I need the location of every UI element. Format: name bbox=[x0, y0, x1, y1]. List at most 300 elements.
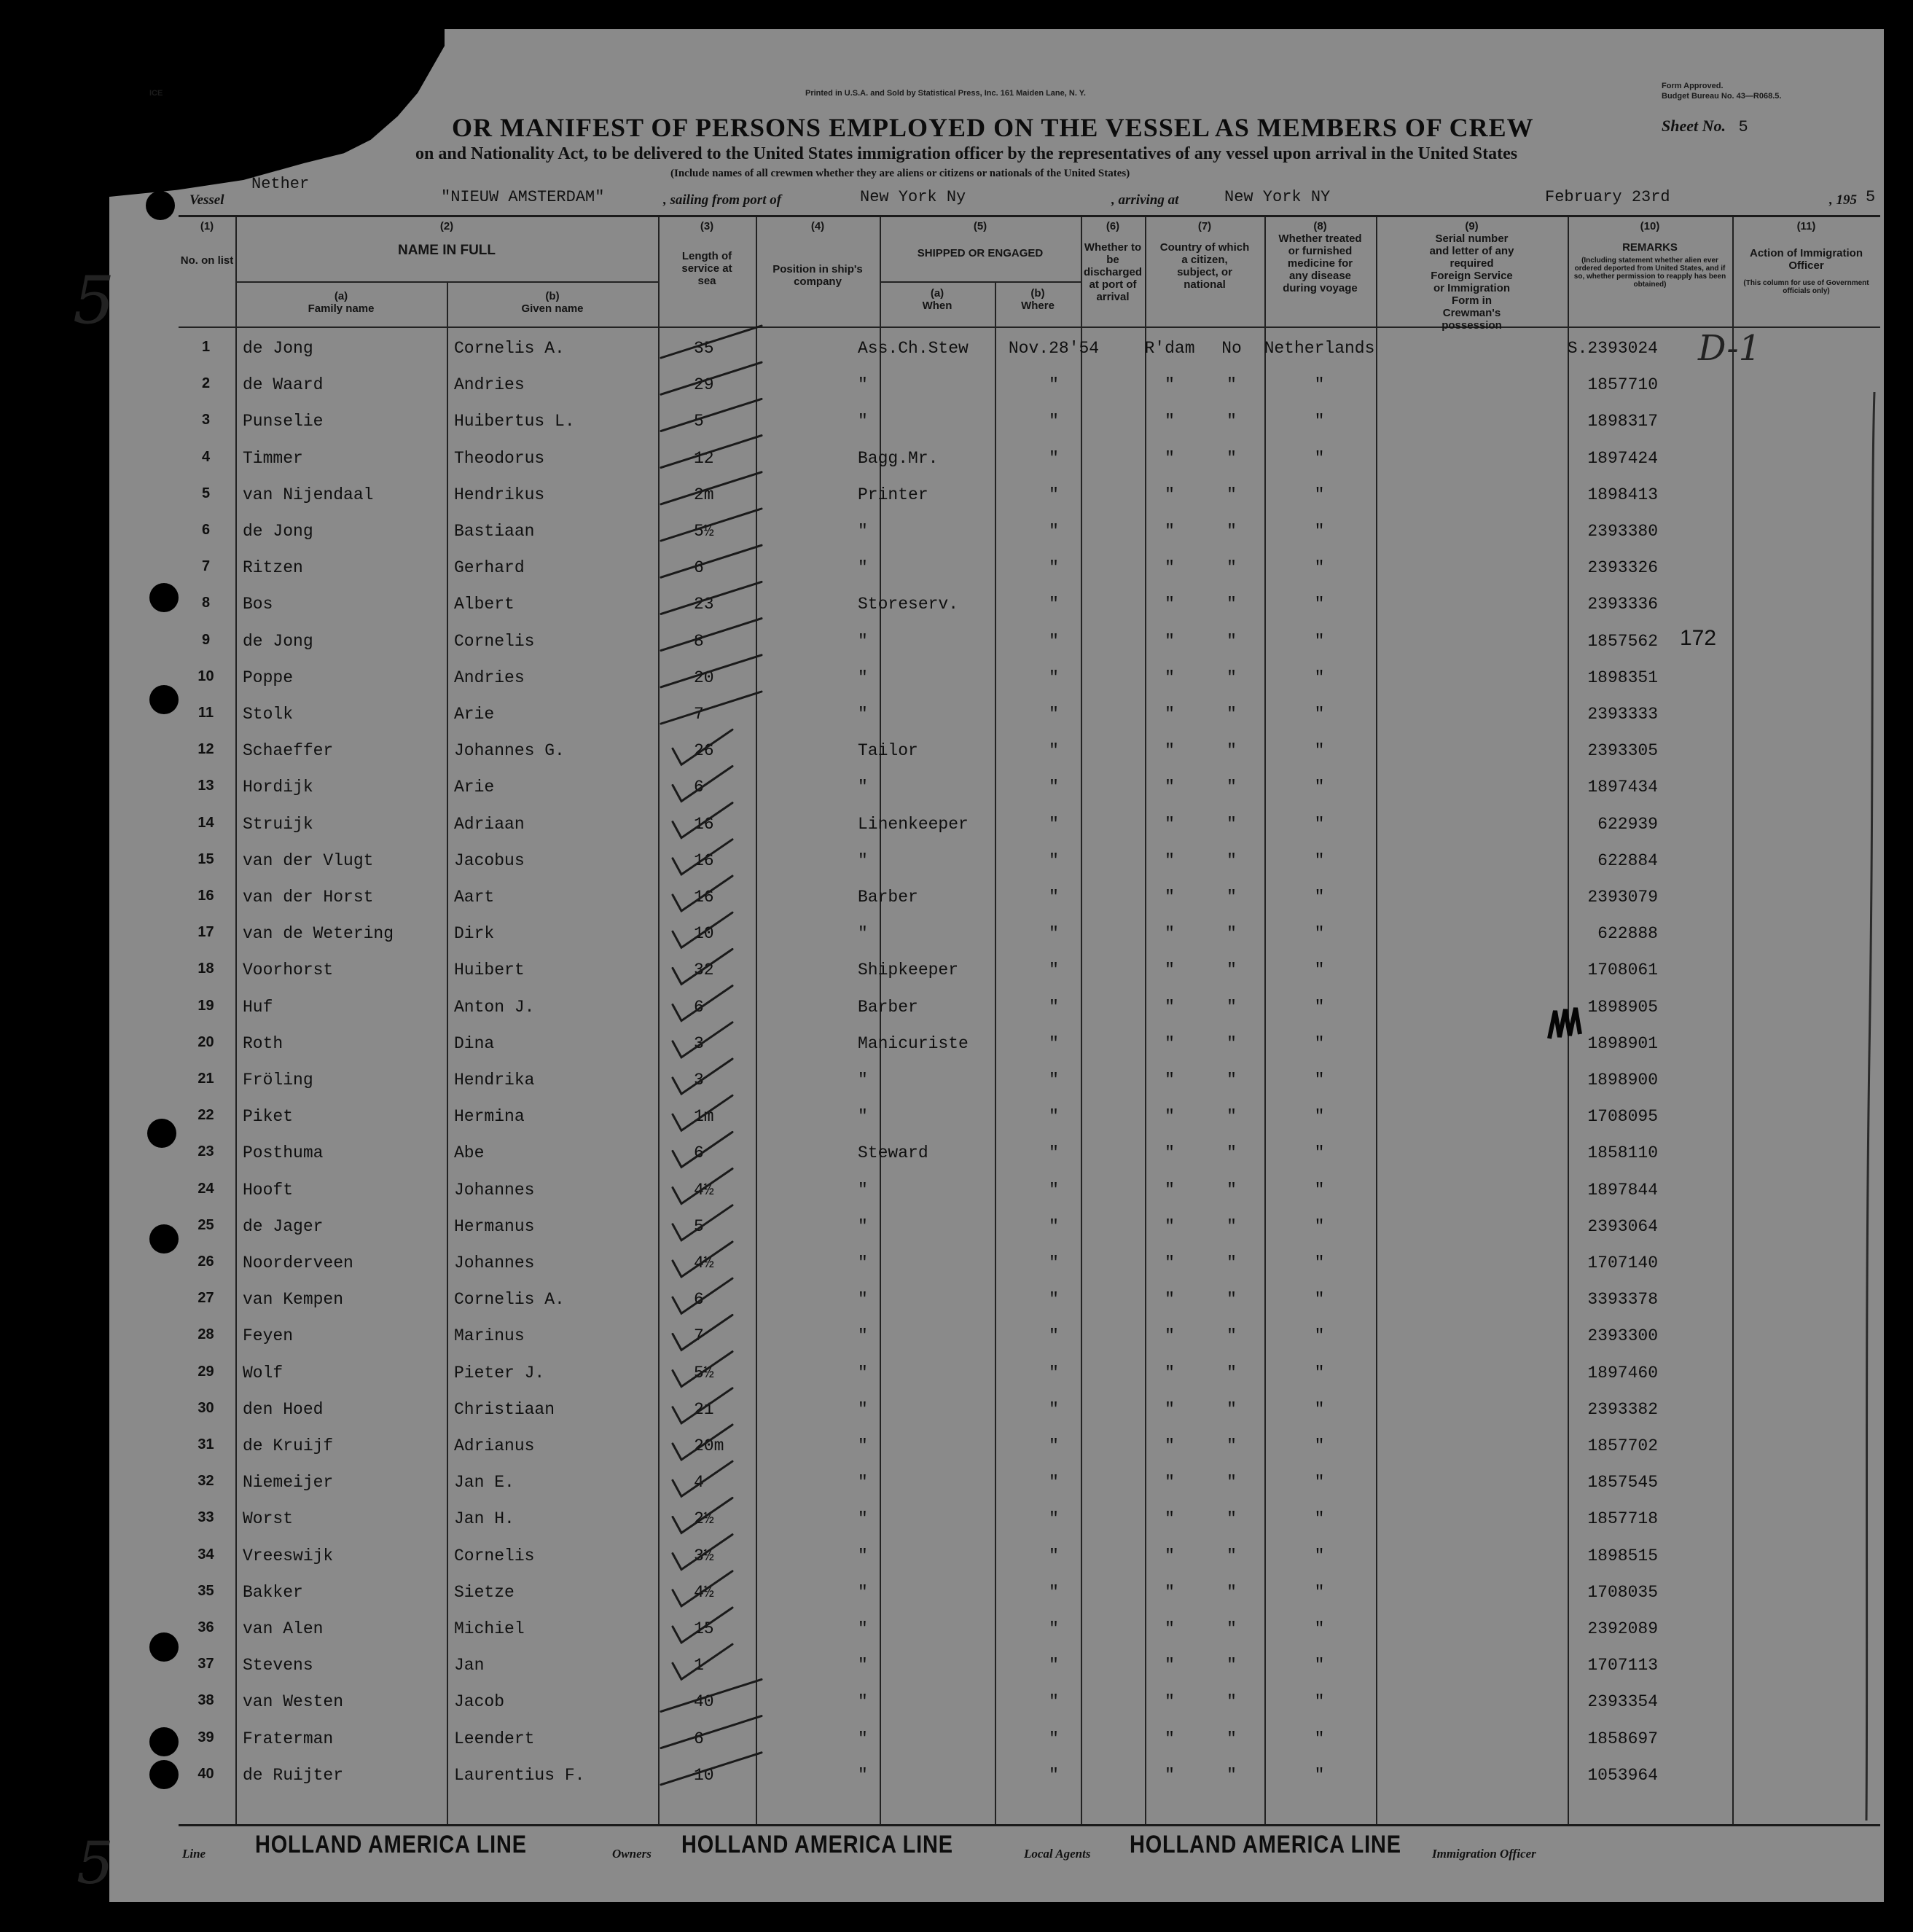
line-label: Line bbox=[182, 1847, 206, 1861]
row-number: 15 bbox=[197, 850, 214, 867]
position: " bbox=[858, 1656, 868, 1675]
discharged: " bbox=[1227, 850, 1237, 870]
table-row bbox=[179, 440, 1880, 477]
col8-label: Whether treated or furnished medicine for any disease during voyage bbox=[1278, 232, 1362, 294]
position: Printer bbox=[858, 485, 928, 504]
discharged: " bbox=[1227, 1180, 1237, 1200]
discharged: " bbox=[1227, 1729, 1237, 1748]
serial-number: 1898515 bbox=[1587, 1546, 1658, 1565]
discharged: " bbox=[1227, 448, 1237, 468]
position: " bbox=[858, 1363, 868, 1382]
table-row bbox=[179, 1281, 1880, 1318]
shipped-where: " bbox=[1165, 850, 1175, 870]
table-row bbox=[179, 806, 1880, 842]
shipped-where: " bbox=[1165, 1509, 1175, 1529]
family-name: van der Horst bbox=[243, 888, 374, 907]
shipped-when: " bbox=[1049, 1582, 1059, 1602]
country: " bbox=[1314, 1656, 1325, 1675]
length-of-service: 5 bbox=[694, 412, 704, 431]
family-name: Noorderveen bbox=[243, 1254, 353, 1272]
sheet-number-label: Sheet No. bbox=[1662, 117, 1726, 135]
shipped-when: " bbox=[1049, 375, 1059, 395]
discharged: " bbox=[1227, 412, 1237, 431]
shipped-when: " bbox=[1049, 1363, 1059, 1382]
given-name: Arie bbox=[454, 705, 495, 724]
given-name: Jan bbox=[454, 1656, 485, 1675]
col11-note: (This column for use of Government officials only) bbox=[1743, 279, 1869, 295]
row-number: 25 bbox=[197, 1216, 214, 1233]
serial-number: 2393326 bbox=[1587, 558, 1658, 578]
serial-number: 2393300 bbox=[1587, 1326, 1658, 1346]
row-number: 31 bbox=[197, 1436, 214, 1452]
position: Barber bbox=[858, 888, 918, 907]
shipped-when: " bbox=[1049, 1107, 1059, 1127]
shipped-when: " bbox=[1049, 1509, 1059, 1529]
discharged: " bbox=[1227, 1399, 1237, 1419]
shipped-when: " bbox=[1049, 668, 1059, 687]
discharged: " bbox=[1227, 522, 1237, 541]
length-of-service: 26 bbox=[694, 741, 714, 761]
row-number: 11 bbox=[197, 705, 214, 721]
header-divider bbox=[179, 326, 1880, 328]
shipped-when: " bbox=[1049, 1254, 1059, 1272]
family-name: Poppe bbox=[243, 668, 294, 687]
length-of-service: 4½ bbox=[694, 1254, 714, 1272]
country: " bbox=[1314, 558, 1325, 578]
family-name: van Westen bbox=[243, 1692, 344, 1712]
position: " bbox=[858, 1180, 868, 1200]
serial-number: 1897434 bbox=[1587, 778, 1658, 797]
table-row bbox=[179, 477, 1880, 513]
discharged: " bbox=[1227, 997, 1237, 1017]
length-of-service: 5½ bbox=[694, 522, 714, 541]
form-fragment: ICE bbox=[149, 89, 163, 98]
position: " bbox=[858, 1254, 868, 1272]
given-name: Andries bbox=[454, 668, 525, 687]
shipped-where: " bbox=[1165, 1436, 1175, 1455]
given-name: Cornelis bbox=[454, 1546, 535, 1565]
col10-header bbox=[1568, 220, 1732, 289]
position: Tailor bbox=[858, 741, 918, 761]
table-row bbox=[179, 1721, 1880, 1757]
sheet-number-value: 5 bbox=[1738, 118, 1748, 136]
row-number: 23 bbox=[197, 1143, 214, 1160]
shipped-when: " bbox=[1049, 741, 1059, 761]
country: " bbox=[1314, 1326, 1325, 1346]
country: " bbox=[1314, 448, 1325, 468]
shipped-where: " bbox=[1165, 1216, 1175, 1236]
shipped-subheader-divider bbox=[880, 281, 1081, 283]
serial-number: 2393336 bbox=[1587, 595, 1658, 614]
serial-number: 1898905 bbox=[1587, 997, 1658, 1017]
discharged: " bbox=[1227, 485, 1237, 504]
country: " bbox=[1314, 595, 1325, 614]
length-of-service: 3 bbox=[694, 1071, 704, 1090]
shipped-where: " bbox=[1165, 1254, 1175, 1272]
given-name: Johannes G. bbox=[454, 741, 565, 761]
country: " bbox=[1314, 668, 1325, 687]
row-number: 32 bbox=[197, 1473, 214, 1490]
table-row bbox=[179, 403, 1880, 439]
table-row bbox=[179, 586, 1880, 622]
discharged: " bbox=[1227, 924, 1237, 944]
table-row bbox=[179, 915, 1880, 952]
family-name: Voorhorst bbox=[243, 961, 334, 980]
given-name: Michiel bbox=[454, 1619, 525, 1638]
discharged: " bbox=[1227, 1546, 1237, 1565]
action-mark: D-1 bbox=[1698, 328, 1761, 369]
country: " bbox=[1314, 1033, 1325, 1053]
given-name: Arie bbox=[454, 778, 495, 797]
row-number: 33 bbox=[197, 1509, 214, 1526]
table-row bbox=[179, 842, 1880, 879]
serial-number: 3393378 bbox=[1587, 1290, 1658, 1310]
col5-label: SHIPPED OR ENGAGED bbox=[917, 247, 1044, 259]
row-number: 38 bbox=[197, 1692, 214, 1709]
country: Netherlands bbox=[1264, 339, 1375, 358]
country: " bbox=[1314, 814, 1325, 834]
discharged: " bbox=[1227, 888, 1237, 907]
col10-number: (10) bbox=[1640, 220, 1660, 232]
family-name: den Hoed bbox=[243, 1399, 324, 1419]
discharged: " bbox=[1227, 595, 1237, 614]
row-number: 13 bbox=[197, 778, 214, 794]
given-name: Hermanus bbox=[454, 1216, 535, 1236]
position: Storeserv. bbox=[858, 595, 959, 614]
given-name: Jacobus bbox=[454, 850, 525, 870]
punch-hole bbox=[149, 1727, 179, 1756]
subtitle: on and Nationality Act, to be delivered to the United States immigration officer by the representatives of any vessel upon arrival in the United States bbox=[415, 144, 1518, 163]
family-name: de Jong bbox=[243, 522, 313, 541]
position: Ass.Ch.Stew bbox=[858, 339, 969, 358]
serial-number: 1708061 bbox=[1587, 961, 1658, 980]
shipped-when: " bbox=[1049, 961, 1059, 980]
form-approved: Form Approved. bbox=[1662, 82, 1724, 90]
country: " bbox=[1314, 741, 1325, 761]
country: " bbox=[1314, 850, 1325, 870]
given-name: Anton J. bbox=[454, 997, 535, 1017]
vessel-name: "NIEUW AMSTERDAM" bbox=[441, 188, 605, 206]
col3-header bbox=[658, 220, 756, 287]
col5a-label: When bbox=[922, 300, 952, 312]
table-row bbox=[179, 1245, 1880, 1281]
position: " bbox=[858, 1619, 868, 1638]
serial-number: 1858110 bbox=[1587, 1143, 1658, 1163]
col9-number: (9) bbox=[1465, 220, 1479, 232]
family-name: Roth bbox=[243, 1033, 283, 1053]
year-digit: 5 bbox=[1866, 188, 1876, 206]
shipped-when: " bbox=[1049, 1692, 1059, 1712]
shipped-where: " bbox=[1165, 375, 1175, 395]
table-row bbox=[179, 660, 1880, 696]
col4-label: Position in ship's company bbox=[772, 263, 863, 288]
family-name: van der Vlugt bbox=[243, 850, 374, 870]
serial-number: 2392089 bbox=[1587, 1619, 1658, 1638]
punch-hole bbox=[149, 1632, 179, 1662]
bottom-margin-number: 5 bbox=[77, 1829, 114, 1897]
shipped-where: " bbox=[1165, 1692, 1175, 1712]
serial-number: 1898901 bbox=[1587, 1033, 1658, 1053]
col6-label: Whether to be discharged at port of arrival bbox=[1084, 241, 1143, 303]
given-name: Jacob bbox=[454, 1692, 505, 1712]
serial-number: 622939 bbox=[1597, 814, 1658, 834]
shipped-where: " bbox=[1165, 997, 1175, 1017]
table-row bbox=[179, 989, 1880, 1025]
row-number: 34 bbox=[197, 1546, 214, 1563]
punch-hole bbox=[149, 1760, 179, 1789]
length-of-service: 4½ bbox=[694, 1180, 714, 1200]
family-name: Stevens bbox=[243, 1656, 313, 1675]
country: " bbox=[1314, 888, 1325, 907]
shipped-when: " bbox=[1049, 1216, 1059, 1236]
country: " bbox=[1314, 1143, 1325, 1163]
position: " bbox=[858, 1071, 868, 1090]
discharged: " bbox=[1227, 1619, 1237, 1638]
col2b-header bbox=[447, 290, 658, 315]
shipped-when: " bbox=[1049, 1290, 1059, 1310]
vessel-label: Vessel bbox=[189, 192, 224, 208]
position: " bbox=[858, 412, 868, 431]
table-row bbox=[179, 1172, 1880, 1208]
discharged: " bbox=[1227, 741, 1237, 761]
family-name: de Jager bbox=[243, 1216, 324, 1236]
country: " bbox=[1314, 1180, 1325, 1200]
table-row bbox=[179, 1501, 1880, 1537]
serial-number: 1707140 bbox=[1587, 1254, 1658, 1272]
row-number: 29 bbox=[197, 1363, 214, 1380]
row-number: 6 bbox=[201, 522, 211, 538]
given-name: Dina bbox=[454, 1033, 495, 1053]
row-number: 19 bbox=[197, 997, 214, 1014]
col2b-label: Given name bbox=[521, 302, 584, 315]
position: " bbox=[858, 1107, 868, 1127]
shipped-when: " bbox=[1049, 1656, 1059, 1675]
length-of-service: 32 bbox=[694, 961, 714, 980]
col10-note: (Including statement whether alien ever ordered deported from United States, and if so, whether permission to reapply has been obtained) bbox=[1573, 257, 1726, 289]
discharged: " bbox=[1227, 1033, 1237, 1053]
given-name: Andries bbox=[454, 375, 525, 395]
col1-label: No. on list bbox=[180, 254, 234, 267]
family-name: Worst bbox=[243, 1509, 294, 1529]
col2-header bbox=[235, 220, 658, 257]
given-name: Hendrika bbox=[454, 1071, 535, 1090]
given-name: Christiaan bbox=[454, 1399, 555, 1419]
row-number: 37 bbox=[197, 1656, 214, 1673]
shipped-when: " bbox=[1049, 412, 1059, 431]
serial-number: 1898351 bbox=[1587, 668, 1658, 687]
row-number: 27 bbox=[197, 1290, 214, 1307]
position: " bbox=[858, 1436, 868, 1455]
country: " bbox=[1314, 522, 1325, 541]
vessel-flag: Nether bbox=[251, 175, 310, 193]
given-name: Cornelis bbox=[454, 631, 535, 651]
col2-number: (2) bbox=[439, 220, 454, 232]
row-number: 2 bbox=[201, 375, 211, 392]
shipped-where: " bbox=[1165, 1326, 1175, 1346]
discharged: " bbox=[1227, 778, 1237, 797]
given-name: Bastiaan bbox=[454, 522, 535, 541]
row-number: 4 bbox=[201, 448, 211, 465]
family-name: Posthuma bbox=[243, 1143, 324, 1163]
row-number: 10 bbox=[197, 668, 214, 684]
country: " bbox=[1314, 1473, 1325, 1493]
family-name: de Jong bbox=[243, 339, 313, 358]
family-name: Huf bbox=[243, 997, 273, 1017]
given-name: Pieter J. bbox=[454, 1363, 545, 1382]
length-of-service: 2m bbox=[694, 485, 714, 504]
length-of-service: 6 bbox=[694, 997, 704, 1017]
serial-number: 1708095 bbox=[1587, 1107, 1658, 1127]
discharged: " bbox=[1227, 1107, 1237, 1127]
shipped-when: " bbox=[1049, 778, 1059, 797]
country: " bbox=[1314, 924, 1325, 944]
shipped-when: " bbox=[1049, 485, 1059, 504]
country: " bbox=[1314, 1363, 1325, 1382]
col3-number: (3) bbox=[700, 220, 714, 232]
country: " bbox=[1314, 1692, 1325, 1712]
country: " bbox=[1314, 1729, 1325, 1748]
length-of-service: 20m bbox=[694, 1436, 724, 1455]
discharged: " bbox=[1227, 1765, 1237, 1785]
length-of-service: 10 bbox=[694, 924, 714, 944]
given-name: Hendrikus bbox=[454, 485, 545, 504]
owners-label: Owners bbox=[612, 1847, 652, 1861]
remark: 172 bbox=[1680, 625, 1717, 650]
shipped-where: " bbox=[1165, 814, 1175, 834]
family-name: van Kempen bbox=[243, 1290, 344, 1310]
arriving-port: New York NY bbox=[1224, 188, 1331, 206]
given-name: Hermina bbox=[454, 1107, 525, 1127]
shipped-where: " bbox=[1165, 1399, 1175, 1419]
country: " bbox=[1314, 778, 1325, 797]
discharged: " bbox=[1227, 1143, 1237, 1163]
table-row bbox=[179, 550, 1880, 586]
table-row bbox=[179, 732, 1880, 769]
officer-label: Immigration Officer bbox=[1432, 1847, 1536, 1861]
length-of-service: 7 bbox=[694, 1326, 704, 1346]
page-title: OR MANIFEST OF PERSONS EMPLOYED ON THE VESSEL AS MEMBERS OF CREW bbox=[452, 113, 1534, 142]
table-row bbox=[179, 367, 1880, 403]
length-of-service: 8 bbox=[694, 631, 704, 651]
shipped-where: " bbox=[1165, 1546, 1175, 1565]
family-name: Punselie bbox=[243, 412, 324, 431]
row-number: 7 bbox=[201, 558, 211, 575]
sailing-port: New York Ny bbox=[860, 188, 966, 206]
discharged: " bbox=[1227, 1216, 1237, 1236]
shipped-when: " bbox=[1049, 631, 1059, 651]
shipped-when: " bbox=[1049, 1180, 1059, 1200]
manifest-sheet bbox=[73, 29, 1884, 1902]
shipped-when: " bbox=[1049, 448, 1059, 468]
row-number: 39 bbox=[197, 1729, 214, 1745]
shipped-where: " bbox=[1165, 1033, 1175, 1053]
col5b-label: Where bbox=[1021, 300, 1055, 312]
col7-label: Country of which a citizen, subject, or national bbox=[1159, 241, 1250, 291]
length-of-service: 5½ bbox=[694, 1363, 714, 1382]
shipped-when: " bbox=[1049, 1765, 1059, 1785]
family-name: van de Wetering bbox=[243, 924, 394, 944]
row-number: 20 bbox=[197, 1033, 214, 1050]
position: " bbox=[858, 1216, 868, 1236]
row-number: 17 bbox=[197, 924, 214, 941]
family-name: Feyen bbox=[243, 1326, 294, 1346]
length-of-service: 3½ bbox=[694, 1546, 714, 1565]
shipped-where: " bbox=[1165, 1143, 1175, 1163]
discharged: " bbox=[1227, 1582, 1237, 1602]
length-of-service: 6 bbox=[694, 778, 704, 797]
family-name: Timmer bbox=[243, 448, 303, 468]
table-row bbox=[179, 1464, 1880, 1501]
position: " bbox=[858, 1692, 868, 1712]
shipped-when: " bbox=[1049, 595, 1059, 614]
name-subheader-divider bbox=[235, 281, 658, 283]
col11-label: Action of Immigration Officer bbox=[1750, 247, 1863, 272]
serial-number: 1857562 bbox=[1587, 631, 1658, 651]
serial-number: 2393380 bbox=[1587, 522, 1658, 541]
given-name: Cornelis A. bbox=[454, 339, 565, 358]
shipped-where: " bbox=[1165, 924, 1175, 944]
shipped-where: " bbox=[1165, 1180, 1175, 1200]
family-name: de Ruijter bbox=[243, 1765, 344, 1785]
punch-hole bbox=[149, 1224, 179, 1254]
table-row bbox=[179, 1574, 1880, 1611]
col2a-label: Family name bbox=[308, 302, 375, 315]
col11-header bbox=[1732, 220, 1880, 295]
shipped-where: R'dam bbox=[1144, 339, 1195, 358]
length-of-service: 16 bbox=[694, 850, 714, 870]
country: " bbox=[1314, 631, 1325, 651]
shipped-when: " bbox=[1049, 1071, 1059, 1090]
country: " bbox=[1314, 1071, 1325, 1090]
col2a-number: (a) bbox=[334, 290, 348, 302]
family-name: Fröling bbox=[243, 1071, 313, 1090]
shipped-where: " bbox=[1165, 412, 1175, 431]
serial-number: 622888 bbox=[1597, 924, 1658, 944]
discharged: " bbox=[1227, 1326, 1237, 1346]
discharged: " bbox=[1227, 961, 1237, 980]
shipped-where: " bbox=[1165, 1071, 1175, 1090]
table-row bbox=[179, 1062, 1880, 1098]
shipped-when: " bbox=[1049, 997, 1059, 1017]
family-name: Struijk bbox=[243, 814, 313, 834]
family-name: van Alen bbox=[243, 1619, 324, 1638]
length-of-service: 5 bbox=[694, 1216, 704, 1236]
shipped-where: " bbox=[1165, 1582, 1175, 1602]
table-row bbox=[179, 952, 1880, 988]
length-of-service: 35 bbox=[694, 339, 714, 358]
country: " bbox=[1314, 1619, 1325, 1638]
punch-hole bbox=[146, 191, 175, 220]
sheet-number bbox=[1662, 117, 1748, 136]
shipped-where: " bbox=[1165, 1473, 1175, 1493]
family-name: Stolk bbox=[243, 705, 294, 724]
table-row bbox=[179, 696, 1880, 732]
position: " bbox=[858, 1399, 868, 1419]
family-name: Hordijk bbox=[243, 778, 313, 797]
table-row bbox=[179, 623, 1880, 660]
shipped-where: " bbox=[1165, 595, 1175, 614]
shipped-where: " bbox=[1165, 522, 1175, 541]
given-name: Huibertus L. bbox=[454, 412, 575, 431]
shipped-when: " bbox=[1049, 705, 1059, 724]
position: " bbox=[858, 668, 868, 687]
discharged: " bbox=[1227, 705, 1237, 724]
position: Manicuriste bbox=[858, 1033, 969, 1053]
row-number: 36 bbox=[197, 1619, 214, 1635]
shipped-where: " bbox=[1165, 778, 1175, 797]
row-number: 1 bbox=[201, 339, 211, 355]
serial-number: 2393333 bbox=[1587, 705, 1658, 724]
